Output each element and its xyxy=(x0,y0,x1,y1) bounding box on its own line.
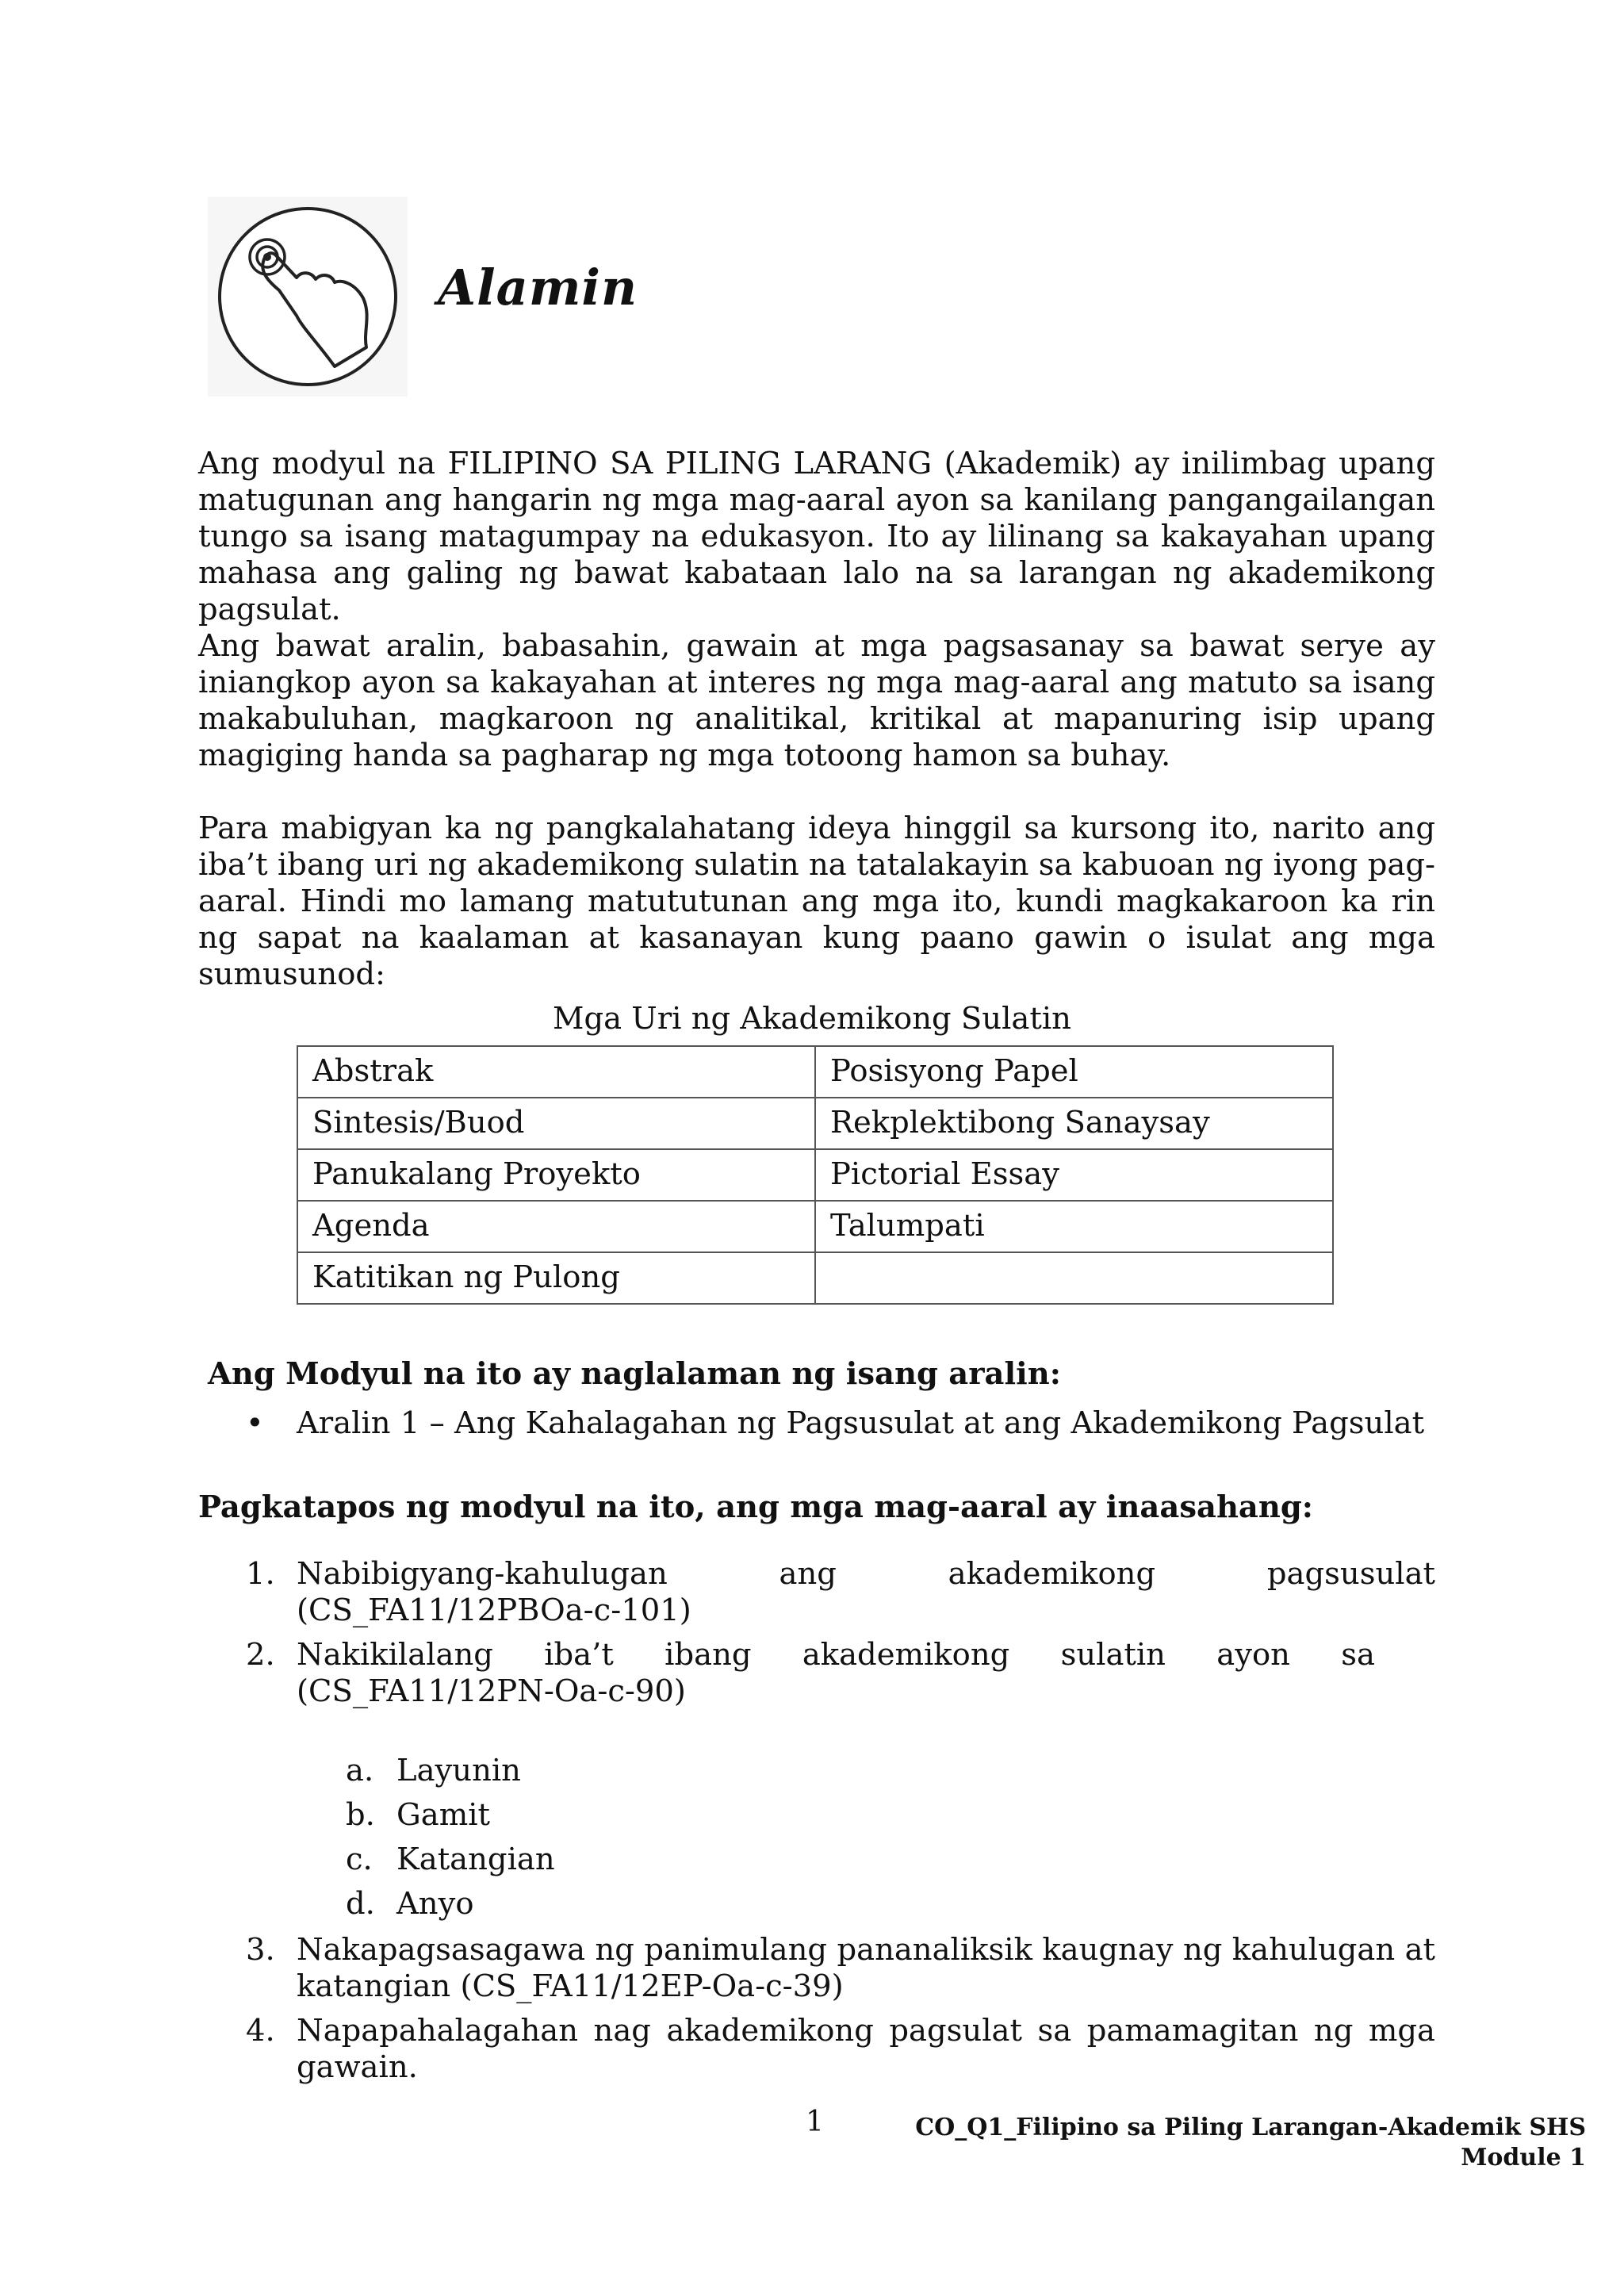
table-row xyxy=(297,1252,1333,1304)
table-cell: Sintesis/Buod xyxy=(297,1098,815,1149)
intro-paragraph-2: Ang bawat aralin, babasahin, gawain at mga pagsasanay sa bawat serye ay iniangkop ayon sa kakayahan at interes ng mga mag-aaral ang matuto sa isang makabuluhan, magkaroon ng analitikal, kritikal at mapanuring isip upang magiging handa sa pagharap ng mga totoong hamon sa buhay. xyxy=(198,628,1435,773)
item-text: Napapahalagahan nag akademikong pagsulat sa pamamagitan ng mga gawain. xyxy=(297,2013,1435,2085)
learning-outcomes-heading: Pagkatapos ng modyul na ito, ang mga mag-aaral ay inaasahang: xyxy=(198,1489,1314,1525)
module-contents-heading: Ang Modyul na ito ay naglalaman ng isang aralin: xyxy=(208,1356,1061,1392)
pointing-finger-touch-icon xyxy=(208,197,408,397)
item-number: 3. xyxy=(246,1932,275,1968)
table-cell: Abstrak xyxy=(297,1046,815,1098)
item-text: Nakikilalang iba’t ibang akademikong sulatin ayon sa (CS_FA11/12PN-Oa-c-90) xyxy=(297,1637,1375,1709)
footer-line-1: CO_Q1_Filipino sa Piling Larangan-Akademik SHS xyxy=(915,2114,1586,2141)
table-row xyxy=(297,1149,1333,1201)
item-text: Nakapagsasagawa ng panimulang pananaliksik kaugnay ng kahulugan at katangian (CS_FA11/12EP-Oa-c-39) xyxy=(297,1932,1435,2004)
item-number: 4. xyxy=(246,2013,275,2049)
item-number: 1. xyxy=(246,1556,275,1592)
item-text: Nabibigyang-kahulugan ang akademikong pagsusulat (CS_FA11/12PBOa-c-101) xyxy=(297,1556,1435,1628)
list-item xyxy=(346,1842,555,1877)
intro-paragraph-3: Para mabigyan ka ng pangkalahatang ideya hinggil sa kursong ito, narito ang iba’t ibang uri ng akademikong sulatin na tatalakayin sa kabuoan ng iyong pag-aaral. Hindi mo lamang matututunan ang mga ito, kundi magkakaroon ka rin ng sapat na kaalaman at kasanayan kung paano gawin o isulat ang mga sumusunod: xyxy=(198,811,1435,992)
table-row xyxy=(297,1098,1333,1149)
table-cell: Posisyong Papel xyxy=(815,1046,1333,1098)
lesson-title: Aralin 1 – Ang Kahalagahan ng Pagsusulat at ang Akademikong Pagsulat xyxy=(297,1405,1425,1441)
item-text: Katangian xyxy=(396,1842,555,1877)
table-cell: Panukalang Proyekto xyxy=(297,1149,815,1201)
writing-types-table xyxy=(297,1045,1334,1305)
item-number: 2. xyxy=(246,1637,275,1673)
item-letter: b. xyxy=(346,1797,375,1833)
intro-paragraph-1: Ang modyul na FILIPINO SA PILING LARANG (Akademik) ay inilimbag upang matugunan ang hangarin ng mga mag-aaral ayon sa kanilang pangangailangan tungo sa isang matagumpay na edukasyon. Ito ay lilinang sa kakayahan upang mahasa ang galing ng bawat kabataan lalo na sa larangan ng akademikong pagsulat. xyxy=(198,446,1435,627)
item-text: Gamit xyxy=(396,1797,491,1833)
footer-line-2: Module 1 xyxy=(1461,2144,1586,2171)
list-item xyxy=(346,1886,474,1922)
item-text: Anyo xyxy=(396,1886,474,1922)
item-letter: d. xyxy=(346,1886,375,1922)
list-item xyxy=(346,1797,490,1833)
item-text: Layunin xyxy=(396,1753,521,1788)
table-cell: Agenda xyxy=(297,1201,815,1252)
list-item xyxy=(246,1405,1424,1441)
bullet-icon: • xyxy=(246,1405,264,1441)
item-letter: c. xyxy=(346,1842,373,1877)
list-item xyxy=(246,1637,1435,1710)
table-cell: Talumpati xyxy=(815,1201,1333,1252)
table-row xyxy=(297,1201,1333,1252)
table-cell: Pictorial Essay xyxy=(815,1149,1333,1201)
table-caption: Mga Uri ng Akademikong Sulatin xyxy=(553,1001,1071,1037)
table-row xyxy=(297,1046,1333,1098)
footer xyxy=(915,2113,1586,2173)
table-cell: Rekplektibong Sanaysay xyxy=(815,1098,1333,1149)
item-letter: a. xyxy=(346,1753,374,1788)
list-item xyxy=(246,2013,1435,2086)
list-item xyxy=(246,1556,1435,1629)
list-item xyxy=(346,1753,521,1788)
table-cell: Katitikan ng Pulong xyxy=(297,1252,815,1304)
table-cell xyxy=(815,1252,1333,1304)
section-title: Alamin xyxy=(438,259,638,316)
list-item xyxy=(246,1932,1435,2005)
page-number: 1 xyxy=(806,2106,824,2138)
